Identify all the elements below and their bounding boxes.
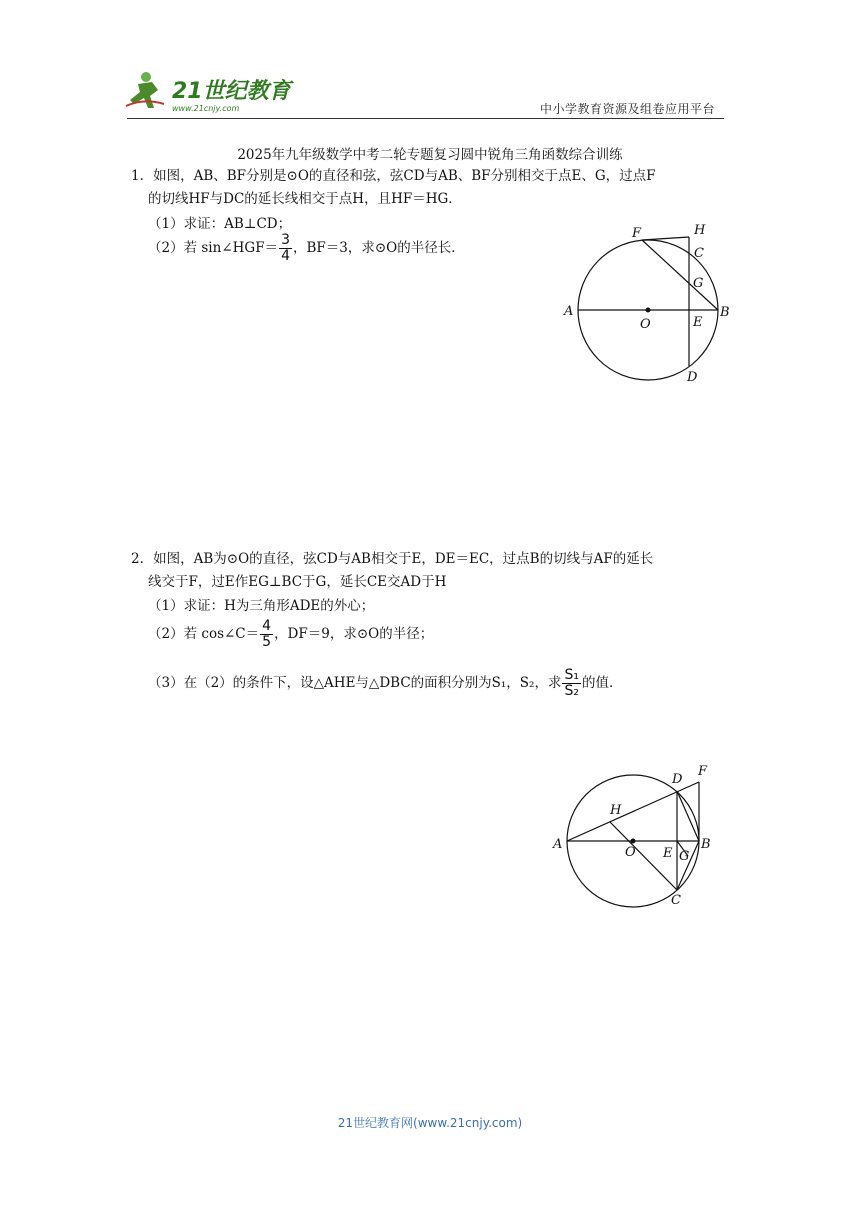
q1-label-e: E — [693, 315, 703, 330]
q2-chord-db — [677, 791, 699, 841]
q2-frac-num: 4 — [262, 618, 272, 634]
logo-text: 21世纪教育 — [172, 79, 291, 104]
q2-label-h: H — [610, 803, 622, 818]
q2-line-af — [567, 782, 699, 841]
q1-part1: （1）求证：AB⊥CD； — [148, 216, 292, 232]
q2-area-fraction — [562, 668, 581, 699]
q1-label-h: H — [694, 223, 706, 238]
q2-label-b: B — [701, 837, 711, 852]
q2-part1: （1）求证：H为三角形ADE的外心； — [148, 598, 375, 614]
q1-label-d: D — [687, 370, 698, 385]
q2-fraction — [260, 619, 273, 650]
q1-part2-pre: （2）若 sin∠HGF＝ — [148, 240, 279, 256]
q2-label-d: D — [672, 772, 683, 787]
q1-label-b: B — [720, 305, 730, 320]
worksheet-title: 2025年九年级数学中考二轮专题复习圆中锐角三角函数综合训练 — [237, 147, 623, 163]
q2-part3-pre: （3）在（2）的条件下，设△AHE与△DBC的面积分别为S₁，S₂，求 — [148, 675, 562, 691]
q1-line2: 的切线HF与DC的延长线相交于点H，且HF＝HG． — [148, 191, 462, 207]
q1-chord-bf — [642, 240, 718, 310]
q2-part2-post: ，DF＝9，求⊙O的半径； — [274, 626, 434, 642]
footer-site: 21世纪教育网(www.21cnjy.com) — [337, 1116, 523, 1130]
q2-label-f: F — [698, 764, 708, 779]
q1-frac-num: 3 — [281, 232, 290, 248]
q2-label-c: C — [671, 893, 681, 908]
q2-frac-den: 5 — [262, 634, 272, 650]
q1-tangent-hf — [642, 237, 689, 240]
logo-url: www.21cnjy.com — [172, 104, 240, 113]
q1-line1: 1．如图，AB、BF分别是⊙O的直径和弦，弦CD与AB、BF分别相交于点E、G，过点F — [131, 168, 656, 184]
q1-label-f: F — [632, 226, 642, 241]
q2-part2 — [148, 619, 433, 650]
q2-part3 — [148, 668, 622, 699]
q1-part2-post: ，BF＝3，求⊙O的半径长． — [292, 240, 465, 256]
q2-label-g: G — [679, 849, 690, 864]
q1-center-dot — [646, 308, 651, 313]
q1-part2 — [148, 233, 465, 264]
q2-line2: 线交于F，过E作EG⊥BC于G，延长CE交AD于H — [148, 574, 447, 590]
q1-label-o: O — [640, 317, 651, 332]
q1-fraction — [279, 233, 292, 264]
q2-part2-pre: （2）若 cos∠C＝ — [148, 626, 260, 642]
q2-line1: 2．如图，AB为⊙O的直径，弦CD与AB相交于E，DE＝EC，过点B的切线与AF的延长 — [131, 551, 654, 567]
q2-center-dot — [631, 839, 636, 844]
q1-label-c: C — [694, 246, 704, 261]
header-divider — [127, 118, 724, 119]
platform-name: 中小学教育资源及组卷应用平台 — [540, 102, 716, 116]
q2-part3-post: 的值． — [581, 675, 623, 691]
q2-figure — [548, 758, 738, 908]
q1-frac-den: 4 — [281, 248, 290, 264]
q2-label-o: O — [625, 845, 636, 860]
q1-label-g: G — [693, 276, 704, 291]
q1-label-a: A — [564, 304, 574, 319]
21cnjy-logo — [124, 68, 294, 114]
q2-label-e: E — [663, 846, 673, 861]
q2-frac-s2: S₂ — [564, 683, 579, 699]
q2-label-a: A — [553, 837, 563, 852]
q1-figure — [560, 220, 740, 390]
q2-frac-s1: S₁ — [564, 667, 579, 683]
